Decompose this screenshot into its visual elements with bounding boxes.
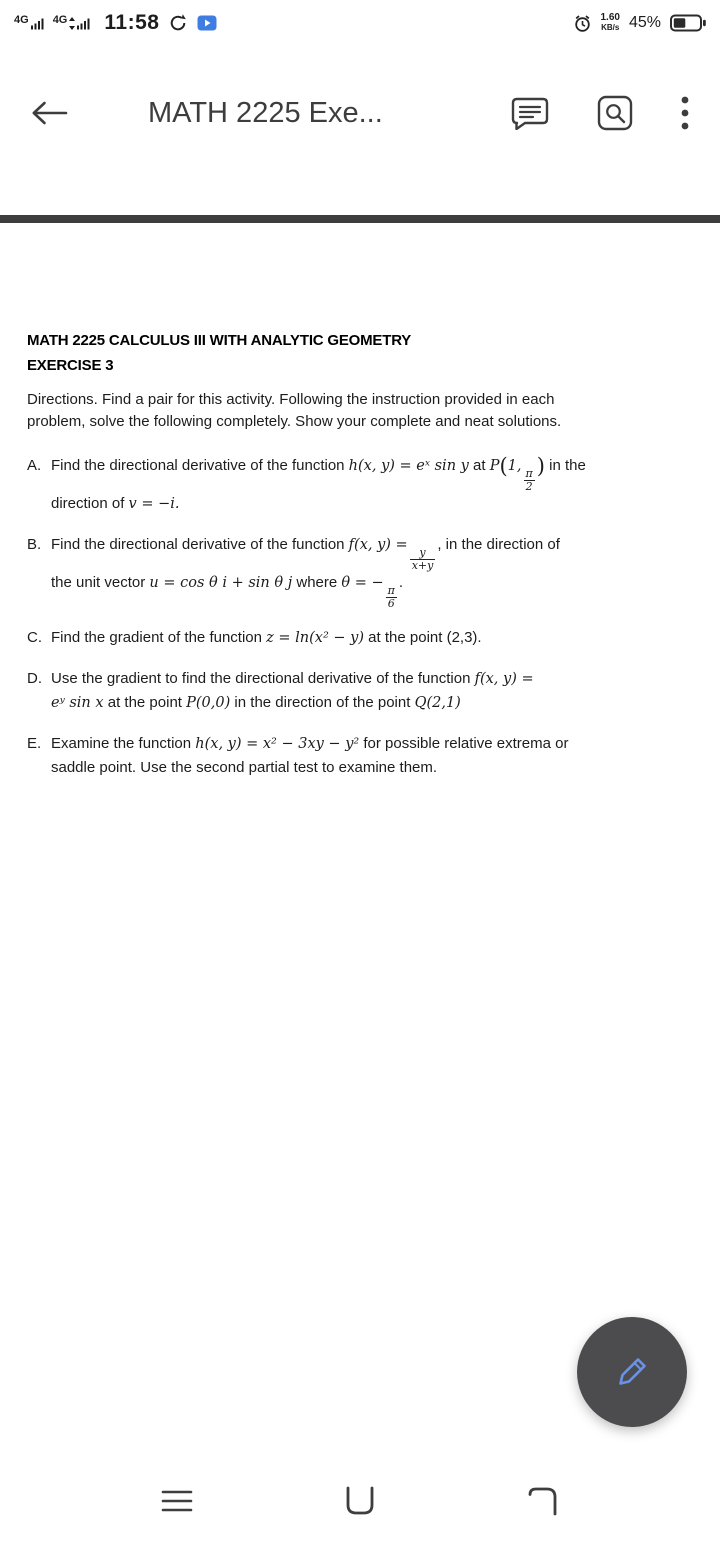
network-speed-unit: KB/s: [601, 23, 620, 32]
text-segment: Use the gradient to find the directional derivative of the function: [51, 670, 475, 688]
item-label: A.: [27, 457, 42, 474]
app-bar: [0, 46, 720, 180]
fraction-y-over-x-plus-y: $\frac{y}{x+y}$: [411, 546, 434, 572]
back-nav-button[interactable]: [526, 1486, 560, 1516]
edit-fab[interactable]: [577, 1317, 687, 1427]
doc-heading-line-1: MATH 2225 CALCULUS III WITH ANALYTIC GEOMETRY: [27, 332, 412, 349]
status-right-cluster: [573, 13, 707, 33]
network-type-label: 4G: [14, 13, 29, 26]
home-icon: [343, 1486, 377, 1516]
comments-icon: [510, 96, 550, 130]
item-label: B.: [27, 536, 42, 554]
status-time: 11:58: [104, 11, 160, 34]
problem-item-b: [27, 533, 693, 609]
app-bar-actions: [510, 94, 694, 132]
item-b-line-2: [51, 571, 693, 609]
document-title: MATH 2225 Exe...: [148, 96, 383, 129]
directions-line-2: problem, solve the following completely. Show your complete and neat solutions.: [27, 413, 562, 430]
data-activity-icon: [69, 17, 75, 30]
text-segment: for possible relative extrema or: [359, 735, 569, 753]
math-segment: v = −i.: [128, 496, 180, 513]
math-segment: P: [489, 458, 500, 474]
text-segment: at: [468, 457, 490, 474]
status-bar: [0, 0, 720, 46]
text-segment: saddle point. Use the second partial test to examine them.: [51, 759, 438, 777]
big-paren: ): [536, 454, 545, 478]
math-segment: P(0,0): [186, 695, 231, 712]
problem-list: [27, 454, 693, 780]
math-segment: z = ln(x² − y): [266, 630, 365, 647]
comments-button[interactable]: [510, 96, 550, 130]
problem-item-a: [27, 454, 693, 516]
signal-icon-2: [52, 13, 91, 30]
item-label: C.: [27, 629, 42, 647]
math-segment: eʸ sin x: [51, 695, 104, 712]
overflow-menu-icon: [680, 95, 690, 131]
big-paren: (: [499, 454, 508, 478]
item-label: E.: [27, 735, 42, 753]
find-in-document-icon: [596, 94, 634, 132]
pencil-icon: [609, 1349, 655, 1395]
text-segment: where: [292, 574, 342, 592]
battery-percent-label: 45%: [628, 14, 661, 31]
text-segment: at the point (2,3).: [364, 629, 482, 647]
problem-item-c: [27, 626, 693, 650]
sync-icon: [168, 13, 188, 33]
math-segment: f(x, y) =: [474, 671, 534, 688]
text-segment: at the point: [103, 694, 187, 712]
text-segment: .: [398, 574, 404, 592]
item-d-line-2: [51, 691, 693, 715]
math-segment: Q(2,1): [414, 695, 461, 712]
item-a-line-1: [51, 454, 693, 492]
problem-item-e: [27, 732, 693, 780]
overflow-menu-button[interactable]: [680, 95, 690, 131]
home-nav-button[interactable]: [343, 1486, 377, 1516]
back-button[interactable]: [26, 90, 72, 136]
fraction-pi-over-6: $\frac{\pi}{6}$: [387, 584, 395, 610]
alarm-icon: [573, 14, 592, 33]
item-d-line-1: [51, 667, 693, 691]
problem-item-d: [27, 667, 693, 715]
viewer-background: [0, 215, 720, 223]
math-segment: 1,: [507, 458, 522, 474]
text-segment: in the direction of the point: [230, 694, 415, 712]
menu-nav-button[interactable]: [160, 1487, 194, 1515]
math-segment: u = cos θ i + sin θ j: [149, 575, 293, 592]
text-segment: Examine the function: [51, 735, 196, 753]
item-label: D.: [27, 670, 42, 688]
status-left-cluster: [14, 11, 217, 35]
menu-icon: [160, 1487, 194, 1515]
item-b-line-1: [51, 533, 693, 571]
math-segment: f(x, y) =: [348, 537, 408, 554]
item-e-line-1: [51, 732, 693, 756]
back-arrow-icon: [30, 100, 68, 126]
text-segment: in the: [544, 457, 586, 474]
doc-heading-line-2: EXERCISE 3: [27, 357, 114, 374]
math-segment: θ = −: [341, 575, 384, 592]
text-segment: Find the directional derivative of the function: [51, 457, 349, 474]
android-nav-bar: [0, 1458, 720, 1544]
fraction-pi-over-2: $\frac{\pi}{2}$: [525, 467, 533, 493]
directions-paragraph: [27, 389, 693, 433]
item-a-line-2: [51, 492, 693, 516]
network-speed: [601, 13, 620, 33]
back-nav-icon: [526, 1486, 560, 1516]
math-segment: h(x, y) = x² − 3xy − y²: [195, 736, 360, 753]
item-e-line-2: [51, 756, 693, 780]
network-type-label: 4G: [52, 13, 68, 26]
text-segment: the unit vector: [51, 574, 150, 592]
text-segment: Find the directional derivative of the function: [51, 536, 349, 554]
text-segment: , in the direction of: [437, 536, 560, 554]
blue-app-indicator-icon: [197, 15, 217, 31]
battery-icon: [670, 14, 706, 32]
find-in-document-button[interactable]: [596, 94, 634, 132]
math-segment: h(x, y) = eˣ sin y: [348, 458, 469, 474]
text-segment: Find the gradient of the function: [51, 629, 267, 647]
directions-line-1: Directions. Find a pair for this activity. Following the instruction provided in each: [27, 391, 555, 408]
network-speed-value: 1.60: [600, 12, 620, 23]
document-page[interactable]: [0, 223, 720, 1458]
signal-icon-1: [14, 13, 44, 30]
text-segment: direction of: [51, 495, 129, 513]
item-c-line-1: [51, 626, 693, 650]
